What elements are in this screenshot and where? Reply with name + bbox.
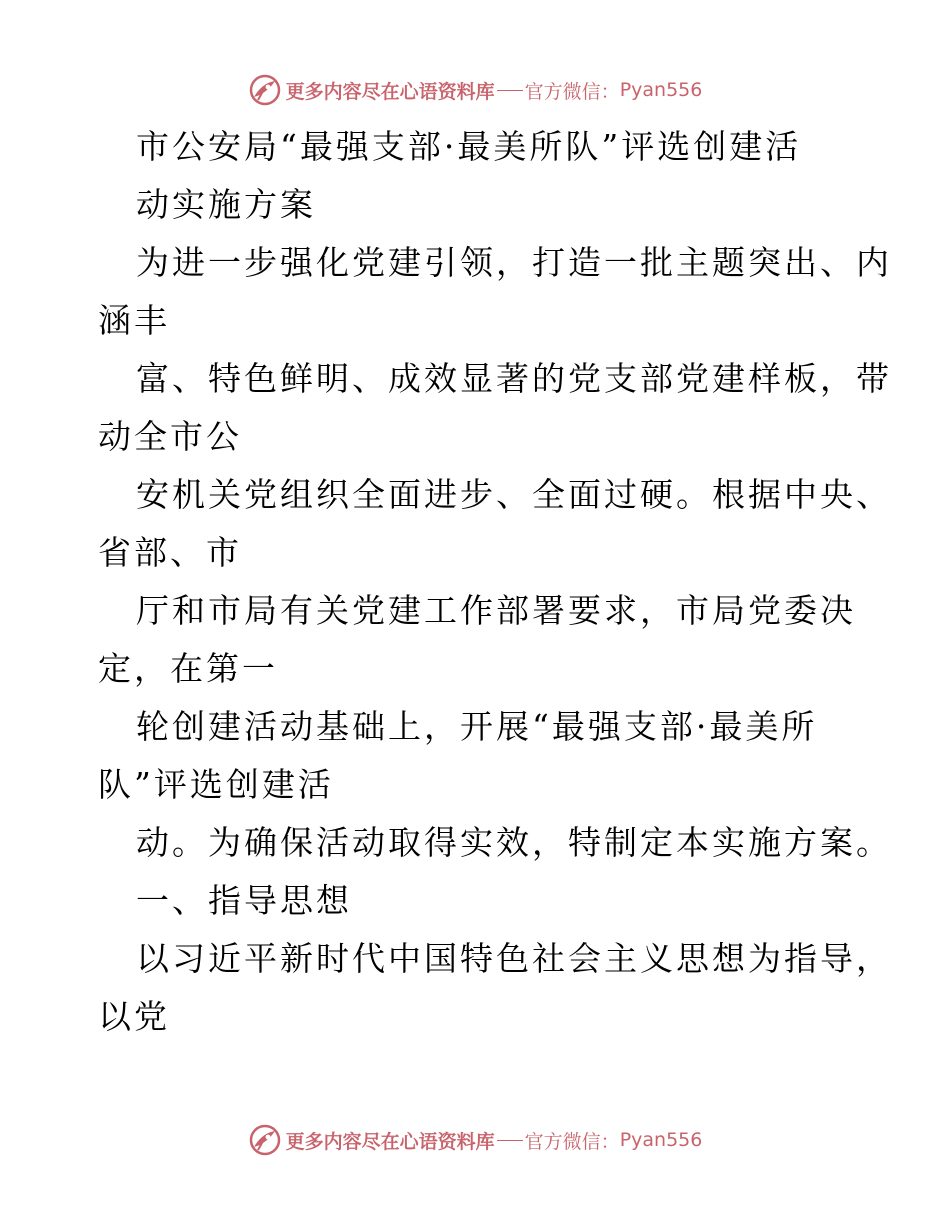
pen-nib-circle-icon	[248, 1123, 282, 1157]
watermark-wechat-label: 官方微信：	[524, 80, 620, 103]
text-line: 省部、市	[98, 533, 242, 572]
section-heading: 一、指导思想	[136, 881, 352, 920]
text-line: 轮创建活动基础上，开展“最强支部·最美所	[136, 707, 818, 746]
pen-nib-circle-icon	[248, 73, 282, 107]
text-line: 以习近平新时代中国特色社会主义思想为指导，	[136, 939, 892, 978]
document-title-line: 动实施方案	[136, 185, 316, 224]
text-line: 定，在第一	[98, 649, 278, 688]
text-line: 安机关党组织全面进步、全面过硬。根据中央、	[136, 475, 892, 514]
text-line: 涵丰	[98, 301, 170, 340]
watermark-dash	[497, 1140, 523, 1141]
watermark-wechat-id: Pyan556	[619, 1129, 703, 1151]
text-line: 为进一步强化党建引领，打造一批主题突出、内	[136, 243, 892, 282]
text-line: 动全市公	[98, 417, 242, 456]
watermark-main-text: 更多内容尽在心语资料库	[285, 1130, 495, 1153]
text-line: 厅和市局有关党建工作部署要求，市局党委决	[136, 591, 856, 630]
watermark-wechat-id: Pyan556	[619, 79, 703, 101]
footer-watermark	[0, 1120, 950, 1160]
text-line: 富、特色鲜明、成效显著的党支部党建样板，带	[136, 359, 892, 398]
text-line: 以党	[98, 997, 170, 1036]
watermark-dash	[497, 90, 523, 91]
text-line: 动。为确保活动取得实效，特制定本实施方案。	[136, 823, 892, 862]
document-title-line: 市公安局“最强支部·最美所队”评选创建活	[136, 127, 802, 166]
watermark-wechat-label: 官方微信：	[524, 1130, 620, 1153]
header-watermark	[0, 70, 950, 110]
text-line: 队”评选创建活	[98, 765, 334, 804]
watermark-main-text: 更多内容尽在心语资料库	[285, 80, 495, 103]
